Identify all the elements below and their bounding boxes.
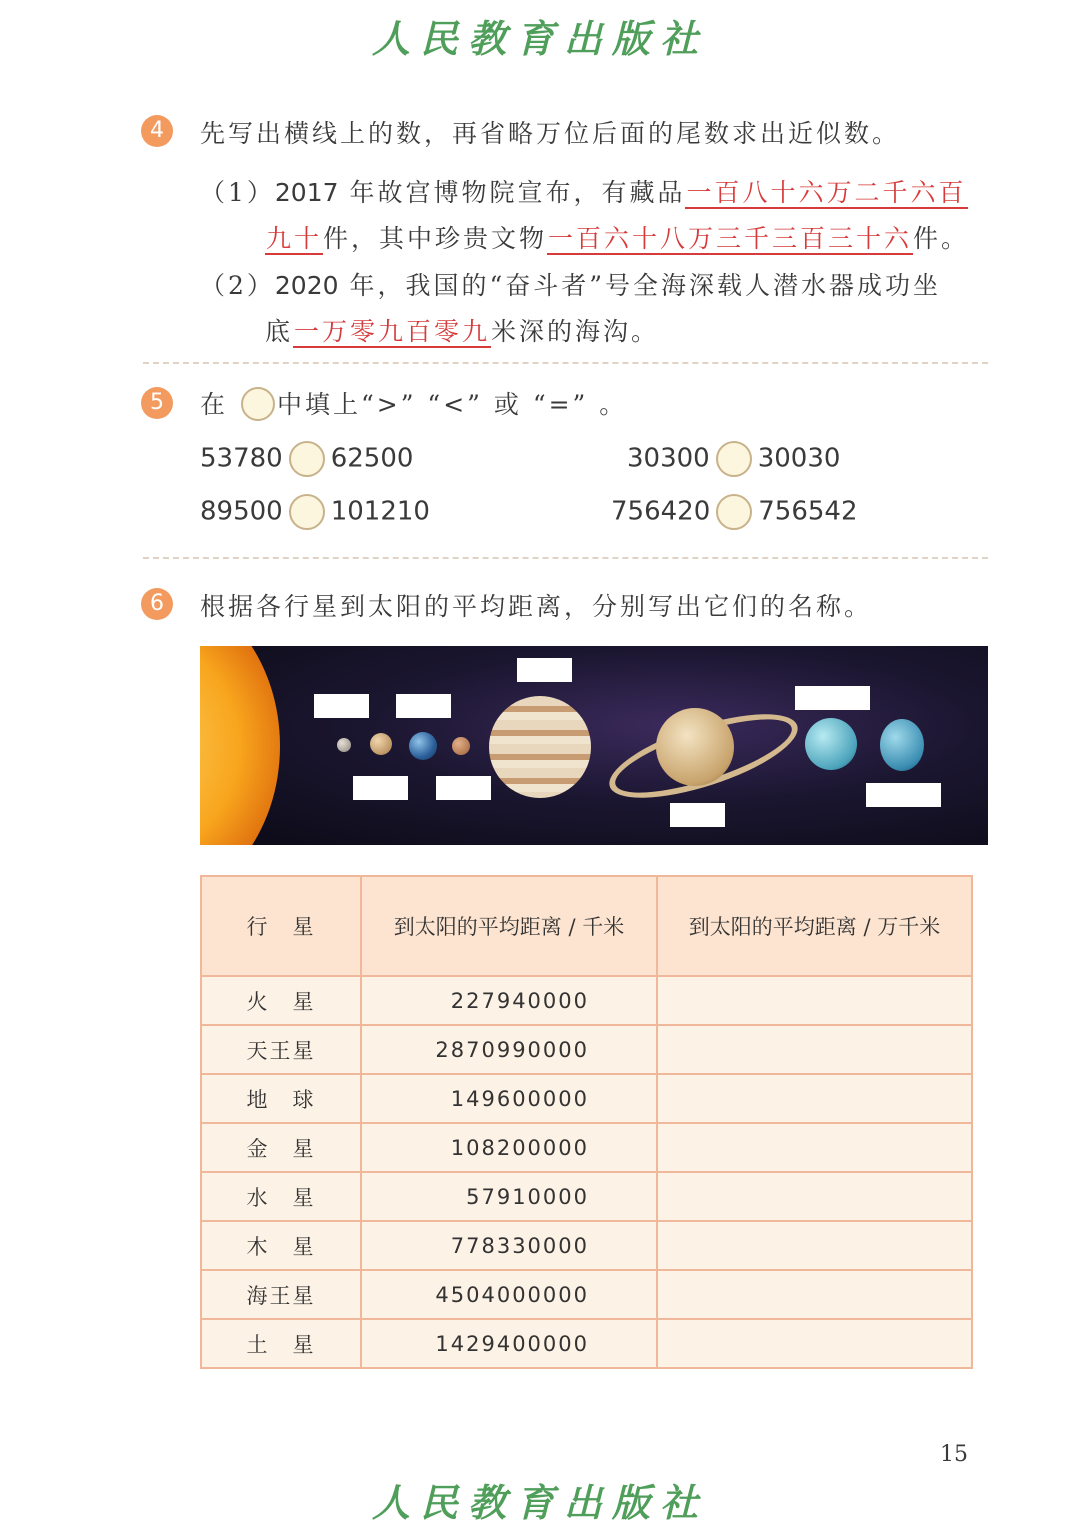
planet-label-blank[interactable] bbox=[396, 694, 451, 718]
compare-left: 30300 bbox=[627, 443, 710, 474]
q4-part1-answer2: 一百六十八万三千三百三十六 bbox=[548, 224, 913, 253]
compare-pair-2 bbox=[627, 441, 840, 477]
distance-km-value: 149600000 bbox=[450, 1086, 589, 1111]
distance-km bbox=[361, 1221, 657, 1270]
distance-km-value: 2870990000 bbox=[435, 1037, 589, 1062]
q4-part1-prefix: （1） bbox=[200, 178, 275, 207]
divider-2 bbox=[143, 557, 988, 559]
planet-name: 金 星 bbox=[201, 1123, 361, 1172]
table-row bbox=[201, 1074, 972, 1123]
divider-1 bbox=[143, 362, 988, 364]
q4-part2-text3: 米深的海沟。 bbox=[491, 317, 660, 346]
distance-km bbox=[361, 976, 657, 1025]
q4-part2-prefix: （2） bbox=[200, 271, 275, 300]
sun-illustration bbox=[200, 646, 280, 845]
planet-name: 火 星 bbox=[201, 976, 361, 1025]
distance-km-value: 778330000 bbox=[450, 1233, 589, 1258]
table-row bbox=[201, 976, 972, 1025]
compare-right: 30030 bbox=[757, 443, 841, 474]
planet-name: 土 星 bbox=[201, 1319, 361, 1368]
planet-label-blank[interactable] bbox=[436, 776, 491, 800]
compare-circle-input[interactable] bbox=[716, 494, 752, 530]
q4-part2-answer: 一万零九百零九 bbox=[294, 317, 491, 346]
planet-name: 海王星 bbox=[201, 1270, 361, 1319]
distance-km bbox=[361, 1074, 657, 1123]
planet-label-blank[interactable] bbox=[866, 783, 941, 807]
planet-name: 水 星 bbox=[201, 1172, 361, 1221]
q5-example-circle bbox=[241, 387, 275, 421]
table-row bbox=[201, 1270, 972, 1319]
distance-km-value: 227940000 bbox=[450, 988, 589, 1013]
q4-part1-line1 bbox=[200, 173, 968, 209]
planet-label-blank[interactable] bbox=[517, 658, 572, 682]
mercury-illustration bbox=[337, 738, 351, 752]
planet-label-blank[interactable] bbox=[353, 776, 408, 800]
jupiter-illustration bbox=[489, 696, 591, 798]
header-distance-wan-km: 到太阳的平均距离 / 万千米 bbox=[657, 876, 972, 976]
q4-part2-line1 bbox=[200, 266, 941, 302]
distance-wan-km-blank[interactable] bbox=[657, 1074, 972, 1123]
question-5-title bbox=[200, 385, 627, 421]
q4-part2-year: 2020 bbox=[274, 271, 339, 300]
distance-wan-km-blank[interactable] bbox=[657, 1221, 972, 1270]
distance-wan-km-blank[interactable] bbox=[657, 976, 972, 1025]
q4-part1-year: 2017 bbox=[274, 178, 339, 207]
planet-label-blank[interactable] bbox=[314, 694, 369, 718]
compare-circle-input[interactable] bbox=[716, 441, 752, 477]
table-header-row bbox=[201, 876, 972, 976]
mars-illustration bbox=[452, 737, 470, 755]
venus-illustration bbox=[370, 733, 392, 755]
distance-wan-km-blank[interactable] bbox=[657, 1172, 972, 1221]
q4-part1-answer1b: 九十 bbox=[266, 224, 323, 253]
table-row bbox=[201, 1319, 972, 1368]
q4-part1-text1: 年故宫博物院宣布，有藏品 bbox=[338, 178, 686, 207]
distance-km bbox=[361, 1270, 657, 1319]
compare-left: 53780 bbox=[200, 443, 283, 474]
distance-wan-km-blank[interactable] bbox=[657, 1319, 972, 1368]
compare-pair-4 bbox=[611, 494, 858, 530]
q4-part1-text3: 件。 bbox=[913, 224, 970, 253]
distance-km bbox=[361, 1025, 657, 1074]
compare-circle-input[interactable] bbox=[289, 494, 325, 530]
distance-km-value: 4504000000 bbox=[435, 1282, 589, 1307]
compare-right: 756542 bbox=[758, 496, 858, 527]
distance-wan-km-blank[interactable] bbox=[657, 1270, 972, 1319]
planet-label-blank[interactable] bbox=[795, 686, 870, 710]
uranus-illustration bbox=[805, 718, 857, 770]
compare-pair-1 bbox=[200, 441, 413, 477]
compare-left: 756420 bbox=[611, 496, 711, 527]
table-row bbox=[201, 1172, 972, 1221]
neptune-illustration bbox=[880, 719, 924, 771]
q5-pre: 在 bbox=[200, 390, 229, 419]
planet-name: 天王星 bbox=[201, 1025, 361, 1074]
distance-wan-km-blank[interactable] bbox=[657, 1025, 972, 1074]
table-row bbox=[201, 1123, 972, 1172]
compare-circle-input[interactable] bbox=[289, 441, 325, 477]
earth-illustration bbox=[409, 732, 437, 760]
question-6-title: 根据各行星到太阳的平均距离，分别写出它们的名称。 bbox=[200, 592, 873, 621]
distance-km-value: 1429400000 bbox=[435, 1331, 589, 1356]
page-number: 15 bbox=[940, 1442, 968, 1467]
distance-km-value: 108200000 bbox=[450, 1135, 589, 1160]
planet-distance-table bbox=[200, 875, 973, 1369]
q4-part2-text2: 底 bbox=[265, 317, 294, 346]
publisher-logo-footer: 人民教育出版社 bbox=[371, 1480, 708, 1525]
question-5-badge: 5 bbox=[141, 387, 173, 419]
compare-right: 101210 bbox=[330, 496, 430, 527]
distance-km-value: 57910000 bbox=[466, 1184, 589, 1209]
question-6-badge: 6 bbox=[141, 588, 173, 620]
solar-system-image bbox=[200, 646, 988, 845]
question-4-title: 先写出横线上的数，再省略万位后面的尾数求出近似数。 bbox=[200, 119, 901, 148]
compare-left: 89500 bbox=[200, 496, 283, 527]
q4-part1-text2: 件，其中珍贵文物 bbox=[323, 224, 548, 253]
compare-pair-3 bbox=[200, 494, 430, 530]
distance-km bbox=[361, 1172, 657, 1221]
distance-wan-km-blank[interactable] bbox=[657, 1123, 972, 1172]
q4-part1-line2 bbox=[265, 219, 969, 255]
q4-part2-text1: 年，我国的“奋斗者”号全海深载人潜水器成功坐 bbox=[338, 271, 942, 300]
table-row bbox=[201, 1221, 972, 1270]
q4-part1-answer1a: 一百八十六万二千六百 bbox=[686, 178, 967, 207]
distance-km bbox=[361, 1123, 657, 1172]
publisher-logo: 人民教育出版社 bbox=[371, 16, 708, 61]
planet-name: 木 星 bbox=[201, 1221, 361, 1270]
planet-label-blank[interactable] bbox=[670, 803, 725, 827]
header-planet: 行 星 bbox=[201, 876, 361, 976]
q4-part2-line2 bbox=[265, 312, 659, 348]
question-4-badge: 4 bbox=[141, 115, 173, 147]
q5-post: 中填上“>” “<” 或 “=” 。 bbox=[276, 390, 628, 419]
header-distance-km: 到太阳的平均距离 / 千米 bbox=[361, 876, 657, 976]
table-row bbox=[201, 1025, 972, 1074]
saturn-illustration bbox=[656, 708, 734, 786]
distance-km bbox=[361, 1319, 657, 1368]
planet-name: 地 球 bbox=[201, 1074, 361, 1123]
compare-right: 62500 bbox=[330, 443, 414, 474]
